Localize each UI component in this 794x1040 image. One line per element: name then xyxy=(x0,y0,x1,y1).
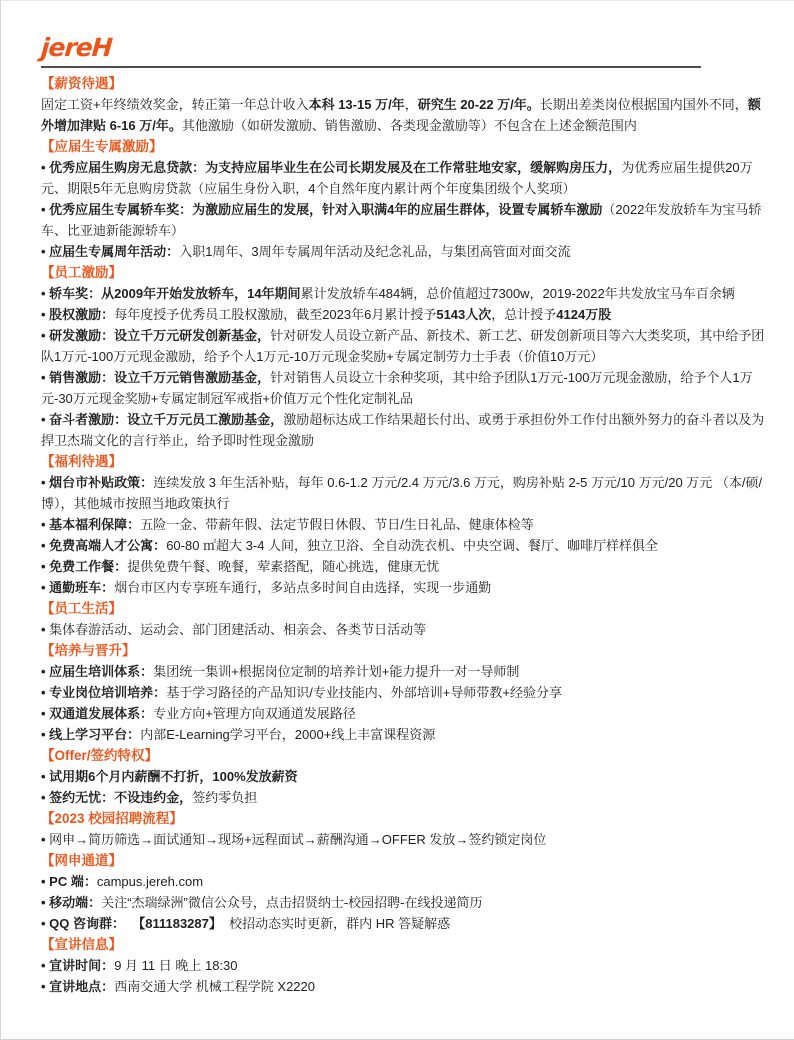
text-segment: 针对销售人员设立十余种奖项，其中给予团队1万元-100万元现金激励，给予个人1万元-30万元现金奖励+专属定制冠军戒指+价值万元个性化定制礼品 xyxy=(41,370,753,406)
text-segment: 5143人次 xyxy=(436,307,492,322)
header-rule xyxy=(41,66,701,68)
bullet-item xyxy=(41,535,766,556)
text-segment: 4124万股 xyxy=(556,307,612,322)
bullet-item xyxy=(41,409,766,451)
text-segment: 固定工资+年终绩效奖金，转正第一年总计收入 xyxy=(41,97,309,112)
bullet-item xyxy=(41,514,766,535)
text-segment: 轿车奖：从2009年开始发放轿车，14年期间 xyxy=(49,286,301,301)
text-segment: 免费高端人才公寓： xyxy=(49,538,167,553)
bullet-marker: • xyxy=(41,580,50,595)
section-title: 【网申通道】 xyxy=(41,853,122,868)
bullet-marker: • xyxy=(41,706,50,721)
bullet-item xyxy=(41,976,766,997)
text-segment: 烟台市区内专享班车通行，多站点多时间自由选择，实现一步通勤 xyxy=(114,580,492,595)
text-segment: 优秀应届生专属轿车奖：为激励应届生的发展，针对入职满4年的应届生群体，设置专属轿车激励 xyxy=(49,202,603,217)
text-segment: 试用期6个月内薪酬不打折，100%发放薪资 xyxy=(49,769,298,784)
text-segment: 9 月 11 日 晚上 18:30 xyxy=(114,958,238,973)
text-segment: 签约无忧：不设违约金， xyxy=(49,790,193,805)
text-segment: 线上学习平台： xyxy=(49,727,141,742)
text-segment: 网申→简历筛选→面试通知→现场+远程面试→薪酬沟通→OFFER 发放→签约锁定岗位 xyxy=(49,832,547,847)
bullet-marker: • xyxy=(41,370,50,385)
bullet-item xyxy=(41,661,766,682)
paragraph xyxy=(41,94,766,136)
bullet-marker: • xyxy=(41,895,50,910)
bullet-item xyxy=(41,577,766,598)
bullet-marker: • xyxy=(41,244,50,259)
bullet-item xyxy=(41,724,766,745)
text-segment: 通勤班车： xyxy=(49,580,115,595)
text-segment: ， xyxy=(404,97,418,112)
text-segment: 入职1周年、3周年专属周年活动及纪念礼品，与集团高管面对面交流 xyxy=(179,244,571,259)
section-title: 【Offer/签约特权】 xyxy=(41,748,159,763)
text-segment: 五险一金、带薪年假、法定节假日休假、节日/生日礼品、健康体检等 xyxy=(140,517,534,532)
bullet-item xyxy=(41,199,766,241)
text-segment: 专业方向+管理方向双通道发展路径 xyxy=(153,706,356,721)
text-segment: 优秀应届生购房无息贷款：为支持应届毕业生在公司长期发展及在工作常驻地安家，缓解购房压力， xyxy=(49,160,622,175)
text-segment: 应届生培训体系： xyxy=(49,664,154,679)
text-segment: 集团统一集训+根据岗位定制的培养计划+能力提升一对一导师制 xyxy=(153,664,520,679)
text-segment: 宣讲时间： xyxy=(49,958,115,973)
text-segment: 内部E-Learning学习平台，2000+线上丰富课程资源 xyxy=(140,727,436,742)
section-title: 【员工生活】 xyxy=(41,601,122,616)
section-title: 【2023 校园招聘流程】 xyxy=(41,811,183,826)
text-segment: PC 端： xyxy=(49,874,97,889)
text-segment: 西南交通大学 机械工程学院 X2220 xyxy=(114,979,316,994)
bullet-item xyxy=(41,157,766,199)
bullet-marker: • xyxy=(41,517,50,532)
bullet-marker: • xyxy=(41,790,50,805)
text-segment: 关注“杰瑞绿洲”微信公众号，点击招贤纳士-校园招聘-在线投递简历 xyxy=(101,895,483,910)
bullet-item xyxy=(41,829,766,850)
text-segment: 签约零负担 xyxy=(192,790,258,805)
text-segment: 60-80 ㎡超大 3-4 人间，独立卫浴、全自动洗衣机、中央空调、餐厅、咖啡厅样样俱全 xyxy=(166,538,659,553)
text-segment: 针对研发人员设立新产品、新技术、新工艺、研发创新项目等六大类奖项，其中给予团队1万元-100万元现金激励，给予个人1万元-10万元现金奖励+专属定制劳力士手表（价值10万元） xyxy=(41,328,765,364)
bullet-item xyxy=(41,304,766,325)
text-segment: 销售激励：设立千万元销售激励基金， xyxy=(49,370,271,385)
bullet-marker: • xyxy=(41,958,50,973)
text-segment: 宣讲地点： xyxy=(49,979,115,994)
text-segment: 集体春游活动、运动会、部门团建活动、相亲会、各类节日活动等 xyxy=(49,622,427,637)
bullet-item xyxy=(41,892,766,913)
text-segment: ，总计授予 xyxy=(491,307,557,322)
bullet-marker: • xyxy=(41,622,50,637)
text-segment: 长期出差类岗位根据国内国外不同， xyxy=(539,97,748,112)
bullet-marker: • xyxy=(41,979,50,994)
bullet-marker: • xyxy=(41,160,50,175)
bullet-marker: • xyxy=(41,328,50,343)
bullet-marker: • xyxy=(41,538,50,553)
section-title: 【宣讲信息】 xyxy=(41,937,122,952)
text-segment: 移动端： xyxy=(49,895,102,910)
bullet-marker: • xyxy=(41,202,50,217)
text-segment: 奋斗者激励：设立千万元员工激励基金， xyxy=(49,412,284,427)
bullet-item xyxy=(41,787,766,808)
bullet-marker: • xyxy=(41,685,50,700)
text-segment: 应届生专属周年活动： xyxy=(49,244,180,259)
bullet-marker: • xyxy=(41,832,50,847)
document-header xyxy=(40,33,766,63)
bullet-marker: • xyxy=(41,916,50,931)
text-segment: 额外增加津贴 6-16 万/年。 xyxy=(41,97,761,133)
bullet-marker: • xyxy=(41,307,50,322)
text-segment: 每年度授予优秀员工股权激励，截至2023年6月累计授予 xyxy=(114,307,437,322)
text-segment: 激励超标达成工作结果超长付出、或勇于承担份外工作付出额外努力的奋斗者以及为捍卫杰瑞文化的言行举止，给予即时性现金激励 xyxy=(41,412,765,448)
bullet-marker: • xyxy=(41,559,50,574)
text-segment: 专业岗位培训培养： xyxy=(49,685,167,700)
bullet-item xyxy=(41,241,766,262)
bullet-item xyxy=(41,283,766,304)
text-segment: 基于学习路径的产品知识/专业技能内、外部培训+导师带教+经验分享 xyxy=(166,685,562,700)
text-segment: 本科 13-15 万/年 xyxy=(308,97,405,112)
bullet-marker: • xyxy=(41,727,50,742)
bullet-marker: • xyxy=(41,412,50,427)
text-segment: 校招动态实时更新，群内 HR 答疑解惑 xyxy=(225,916,451,931)
section-title: 【应届生专属激励】 xyxy=(41,139,163,154)
text-segment: 其他激励（如研发激励、销售激励、各类现金激励等）不包含在上述金额范围内 xyxy=(181,118,637,133)
text-segment: campus.jereh.com xyxy=(96,874,204,889)
bullet-item xyxy=(41,472,766,514)
bullet-marker: • xyxy=(41,769,50,784)
bullet-item xyxy=(41,703,766,724)
bullet-item xyxy=(41,325,766,367)
text-segment: 连续发放 3 年生活补贴，每年 0.6-1.2 万元/2.4 万元/3.6 万元，购房补贴 2-5 万元/10 万元/20 万元 （本/硕/博），其他城市按照当地政策执行 xyxy=(41,475,763,511)
bullet-item xyxy=(41,871,766,892)
section-title: 【培养与晋升】 xyxy=(41,643,136,658)
bullet-marker: • xyxy=(41,286,50,301)
jereh-logo: jereH xyxy=(40,33,113,62)
text-segment: 双通道发展体系： xyxy=(49,706,154,721)
text-segment: 基本福利保障： xyxy=(49,517,141,532)
section-title: 【福利待遇】 xyxy=(41,454,122,469)
bullet-item xyxy=(41,619,766,640)
text-segment: 为优秀应届生提供20万元、期限5年无息购房贷款（应届生身份入职，4个自然年度内累计两个年度集团级个人奖项） xyxy=(41,160,753,196)
text-segment: 研究生 20-22 万/年。 xyxy=(417,97,540,112)
bullet-item xyxy=(41,766,766,787)
text-segment: 股权激励： xyxy=(49,307,115,322)
bullet-item xyxy=(41,682,766,703)
document-body xyxy=(41,73,766,997)
bullet-marker: • xyxy=(41,874,50,889)
bullet-item xyxy=(41,556,766,577)
section-title: 【薪资待遇】 xyxy=(41,76,122,91)
text-segment: 累计发放轿车484辆，总价值超过7300w，2019-2022年共发放宝马车百余辆 xyxy=(300,286,735,301)
text-segment: 提供免费午餐、晚餐，荤素搭配，随心挑选，健康无忧 xyxy=(127,559,440,574)
bullet-item xyxy=(41,367,766,409)
bullet-item xyxy=(41,955,766,976)
bullet-marker: • xyxy=(41,475,50,490)
text-segment: 免费工作餐： xyxy=(49,559,128,574)
text-segment: 研发激励：设立千万元研发创新基金， xyxy=(49,328,271,343)
section-title: 【员工激励】 xyxy=(41,265,122,280)
text-segment: （2022年发放轿车为宝马轿车、比亚迪新能源轿车） xyxy=(41,202,762,238)
text-segment: 烟台市补贴政策： xyxy=(49,475,154,490)
text-segment: QQ 咨询群： 【811183287】 xyxy=(49,916,226,931)
bullet-marker: • xyxy=(41,664,50,679)
bullet-item xyxy=(41,913,766,934)
